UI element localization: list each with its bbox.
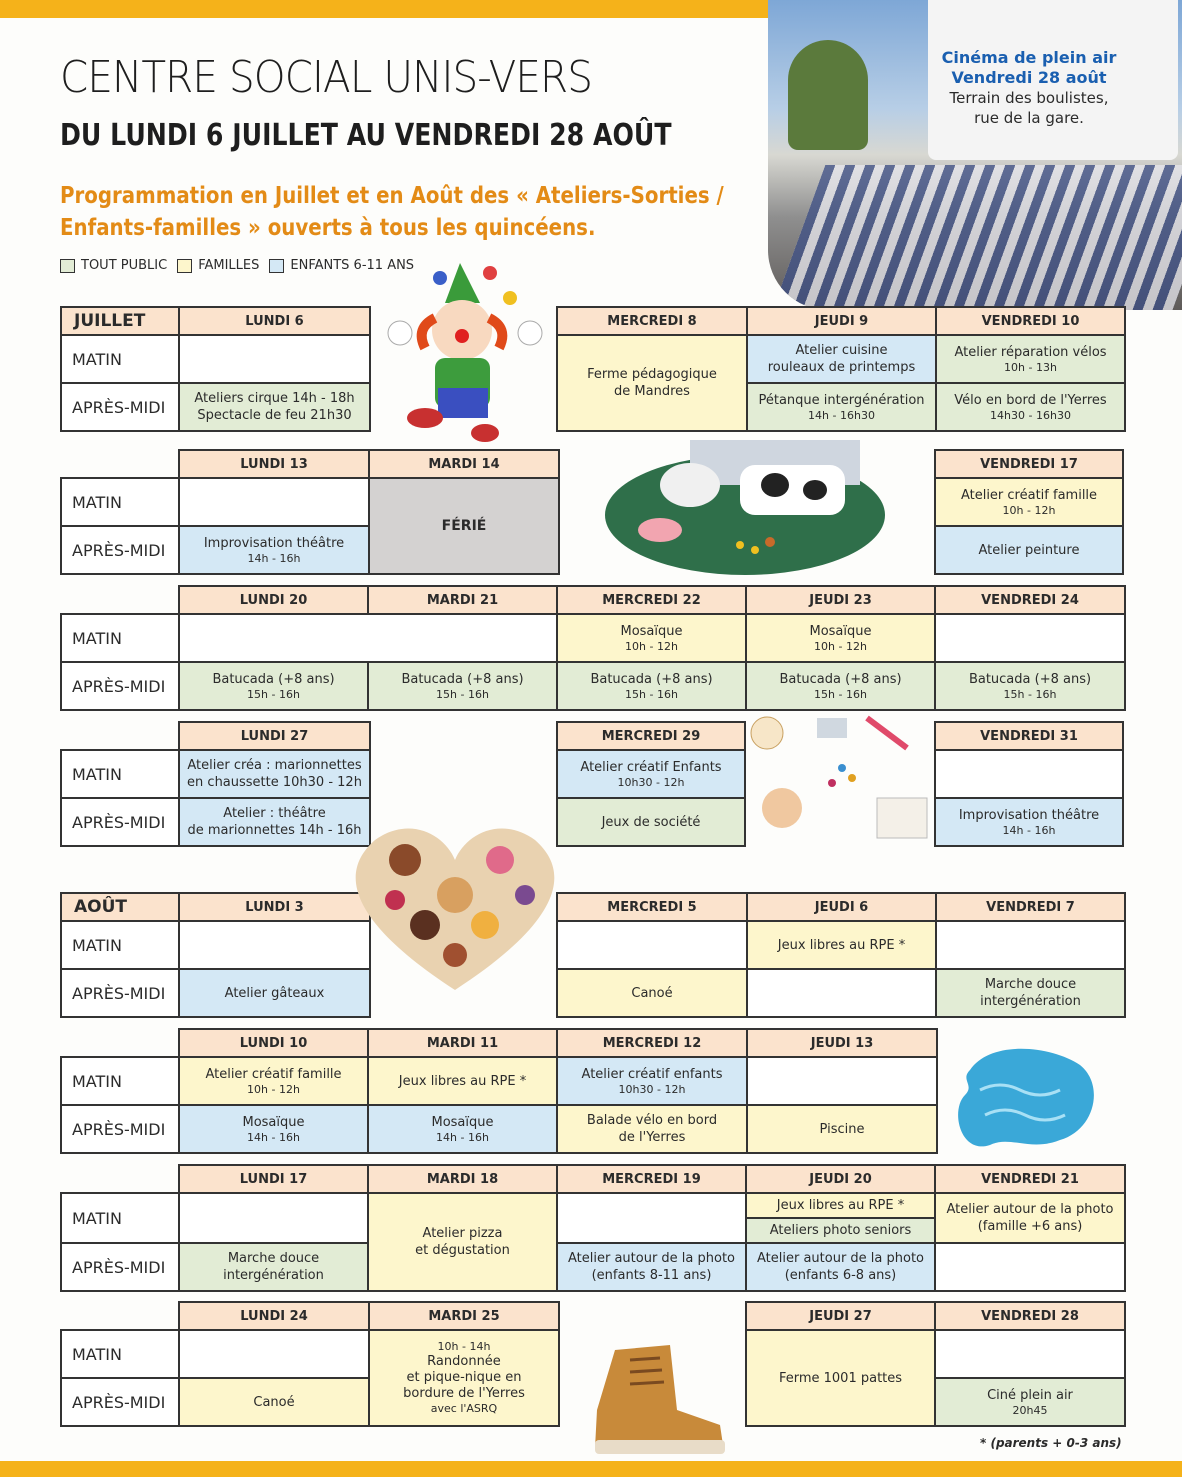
day-header: JEUDI 23 xyxy=(746,586,935,614)
page-title: CENTRE SOCIAL UNIS-VERS xyxy=(60,52,593,103)
aout-week2 xyxy=(60,1028,938,1154)
schedule-cell xyxy=(61,1165,179,1193)
schedule-cell: Jeux de société xyxy=(557,798,745,846)
month-label: AOÛT xyxy=(61,893,179,921)
day-header: JEUDI 6 xyxy=(747,893,936,921)
schedule-cell xyxy=(61,450,179,478)
juillet-week1-left xyxy=(60,306,371,432)
schedule-cell: Mosaïque 14h - 16h xyxy=(179,1105,368,1153)
schedule-cell: Atelier pizza et dégustation xyxy=(368,1193,557,1291)
aout-week1-left xyxy=(60,892,371,1018)
schedule-cell xyxy=(935,1330,1125,1378)
schedule-cell: Canoé xyxy=(557,969,747,1017)
juillet-week4-mid xyxy=(556,721,746,847)
day-header: MERCREDI 12 xyxy=(557,1029,747,1057)
schedule-cell xyxy=(179,1193,368,1243)
farm-illustration xyxy=(600,430,885,580)
row-label: MATIN xyxy=(61,335,179,383)
day-header: VENDREDI 17 xyxy=(935,450,1123,478)
schedule-cell: Vélo en bord de l'Yerres 14h30 - 16h30 xyxy=(936,383,1125,431)
day-header: MARDI 18 xyxy=(368,1165,557,1193)
day-header: VENDREDI 10 xyxy=(936,307,1125,335)
cell-ferie: FÉRIÉ xyxy=(369,478,559,574)
schedule-cell: Marche douce intergénération xyxy=(179,1243,368,1291)
legend-tout-public: TOUT PUBLIC xyxy=(60,258,167,273)
cinema-photo xyxy=(768,0,1182,310)
date-range: DU LUNDI 6 JUILLET AU VENDREDI 28 AOÛT xyxy=(60,118,672,153)
month-label: JUILLET xyxy=(61,307,179,335)
row-label: APRÈS-MIDI xyxy=(61,969,179,1017)
day-header: LUNDI 3 xyxy=(179,893,370,921)
juillet-week4-left xyxy=(60,721,371,847)
day-header: MERCREDI 19 xyxy=(557,1165,746,1193)
pool-illustration xyxy=(950,1040,1100,1155)
juillet-week1-right xyxy=(556,306,1126,432)
schedule-cell: Marche douce intergénération xyxy=(936,969,1125,1017)
row-label: MATIN xyxy=(61,921,179,969)
day-header: MARDI 11 xyxy=(368,1029,557,1057)
schedule-cell: Atelier autour de la photo (enfants 6-8 ans) xyxy=(746,1243,935,1291)
row-label: MATIN xyxy=(61,1330,179,1378)
schedule-cell: Batucada (+8 ans) 15h - 16h xyxy=(557,662,746,710)
schedule-cell: Pétanque intergénération 14h - 16h30 xyxy=(747,383,936,431)
aout-week1-right xyxy=(556,892,1126,1018)
schedule-cell xyxy=(179,614,557,662)
schedule-cell: Atelier créa : marionnettes en chaussette 10h30 - 12h xyxy=(179,750,370,798)
schedule-cell: Atelier réparation vélos 10h - 13h xyxy=(936,335,1125,383)
schedule-cell: Batucada (+8 ans) 15h - 16h xyxy=(368,662,557,710)
day-header: MARDI 25 xyxy=(369,1302,559,1330)
row-label: MATIN xyxy=(61,1057,179,1105)
schedule-cell xyxy=(179,335,370,383)
day-header: JEUDI 13 xyxy=(747,1029,937,1057)
schedule-cell: Atelier autour de la photo (famille +6 ans) xyxy=(935,1193,1125,1243)
schedule-cell: Mosaïque 10h - 12h xyxy=(557,614,746,662)
row-label: APRÈS-MIDI xyxy=(61,1243,179,1291)
legend xyxy=(60,258,414,273)
schedule-cell xyxy=(747,1057,937,1105)
schedule-cell: Atelier créatif famille 10h - 12h xyxy=(179,1057,368,1105)
schedule-cell: Balade vélo en bord de l'Yerres xyxy=(557,1105,747,1153)
row-label: MATIN xyxy=(61,614,179,662)
schedule-cell: 10h - 14h Randonnée et pique-nique en bordure de l'Yerres avec l'ASRQ xyxy=(369,1330,559,1426)
day-header: MERCREDI 8 xyxy=(557,307,747,335)
schedule-cell: Atelier peinture xyxy=(935,526,1123,574)
boot-illustration xyxy=(585,1340,730,1460)
schedule-cell xyxy=(61,1302,179,1330)
schedule-cell: Canoé xyxy=(179,1378,369,1426)
day-header: VENDREDI 21 xyxy=(935,1165,1125,1193)
row-label: APRÈS-MIDI xyxy=(61,1378,179,1426)
schedule-cell xyxy=(747,969,936,1017)
schedule-cell: Atelier créatif enfants 10h30 - 12h xyxy=(557,1057,747,1105)
schedule-cell: Improvisation théâtre 14h - 16h xyxy=(179,526,369,574)
aout-week3 xyxy=(60,1164,1126,1292)
row-label: APRÈS-MIDI xyxy=(61,383,179,431)
day-header: MERCREDI 5 xyxy=(557,893,747,921)
day-header: LUNDI 27 xyxy=(179,722,370,750)
schedule-cell xyxy=(179,478,369,526)
footnote: * (parents + 0-3 ans) xyxy=(980,1436,1122,1450)
juillet-week4-right xyxy=(934,721,1124,847)
schedule-cell: Jeux libres au RPE * xyxy=(747,921,936,969)
day-header: MARDI 14 xyxy=(369,450,559,478)
schedule-cell: Atelier cuisine rouleaux de printemps xyxy=(747,335,936,383)
day-header: MERCREDI 29 xyxy=(557,722,745,750)
cakes-heart-illustration xyxy=(335,815,575,995)
day-header: VENDREDI 28 xyxy=(935,1302,1125,1330)
legend-familles: FAMILLES xyxy=(177,258,259,273)
row-label: APRÈS-MIDI xyxy=(61,1105,179,1153)
row-label: MATIN xyxy=(61,1193,179,1243)
day-header: JEUDI 9 xyxy=(747,307,936,335)
day-header: LUNDI 10 xyxy=(179,1029,368,1057)
day-header: MERCREDI 22 xyxy=(557,586,746,614)
day-header: VENDREDI 7 xyxy=(936,893,1125,921)
day-header: LUNDI 13 xyxy=(179,450,369,478)
schedule-cell xyxy=(179,1330,369,1378)
schedule-cell: Atelier : théâtre de marionnettes 14h - 16h xyxy=(179,798,370,846)
schedule-cell: Mosaïque 10h - 12h xyxy=(746,614,935,662)
schedule-cell: Batucada (+8 ans) 15h - 16h xyxy=(935,662,1125,710)
schedule-cell: Ciné plein air 20h45 xyxy=(935,1378,1125,1426)
juillet-week3 xyxy=(60,585,1126,711)
juillet-week2-right xyxy=(934,449,1124,575)
legend-enfants: ENFANTS 6-11 ANS xyxy=(269,258,414,273)
day-header: JEUDI 20 xyxy=(746,1165,935,1193)
schedule-cell: Atelier créatif famille 10h - 12h xyxy=(935,478,1123,526)
schedule-cell: Batucada (+8 ans) 15h - 16h xyxy=(179,662,368,710)
schedule-cell xyxy=(61,586,179,614)
day-header: MARDI 21 xyxy=(368,586,557,614)
row-label: MATIN xyxy=(61,478,179,526)
day-header: VENDREDI 31 xyxy=(935,722,1123,750)
juillet-week2-left xyxy=(60,449,560,575)
schedule-cell: Improvisation théâtre 14h - 16h xyxy=(935,798,1123,846)
schedule-cell: Ferme 1001 pattes xyxy=(746,1330,935,1426)
schedule-cell: Batucada (+8 ans) 15h - 16h xyxy=(746,662,935,710)
cinema-caption: Cinéma de plein air Vendredi 28 août Terrain des boulistes, rue de la gare. xyxy=(941,48,1117,127)
schedule-cell: Piscine xyxy=(747,1105,937,1153)
schedule-cell: Atelier autour de la photo (enfants 8-11 ans) xyxy=(557,1243,746,1291)
schedule-cell: Mosaïque 14h - 16h xyxy=(368,1105,557,1153)
row-label: APRÈS-MIDI xyxy=(61,526,179,574)
clown-illustration xyxy=(380,258,550,448)
day-header: VENDREDI 24 xyxy=(935,586,1125,614)
row-label: MATIN xyxy=(61,750,179,798)
schedule-cell: Jeux libres au RPE * Ateliers photo seniors xyxy=(746,1193,935,1243)
schedule-cell xyxy=(935,1243,1125,1291)
row-label: APRÈS-MIDI xyxy=(61,798,179,846)
schedule-cell: Atelier créatif Enfants 10h30 - 12h xyxy=(557,750,745,798)
day-header: LUNDI 20 xyxy=(179,586,368,614)
bottom-bar xyxy=(0,1461,1182,1477)
schedule-cell xyxy=(61,722,179,750)
craft-illustration xyxy=(747,708,937,852)
schedule-cell xyxy=(557,1193,746,1243)
day-header: JEUDI 27 xyxy=(746,1302,935,1330)
day-header: LUNDI 17 xyxy=(179,1165,368,1193)
schedule-cell xyxy=(936,921,1125,969)
schedule-cell xyxy=(935,614,1125,662)
program-description: Programmation en Juillet et en Août des « Ateliers-Sorties / Enfants-familles » ouverts à tous les quincéens. xyxy=(60,183,724,241)
cell-ferme: Ferme pédagogique de Mandres xyxy=(557,335,747,431)
schedule-cell xyxy=(935,750,1123,798)
aout-week4-left xyxy=(60,1301,560,1427)
aout-week4-right xyxy=(745,1301,1126,1427)
schedule-cell xyxy=(557,921,747,969)
day-header: LUNDI 24 xyxy=(179,1302,369,1330)
row-label: APRÈS-MIDI xyxy=(61,662,179,710)
day-header: LUNDI 6 xyxy=(179,307,370,335)
cell-cirque: Ateliers cirque 14h - 18h Spectacle de feu 21h30 xyxy=(179,383,370,431)
schedule-cell: Atelier gâteaux xyxy=(179,969,370,1017)
schedule-cell: Jeux libres au RPE * xyxy=(368,1057,557,1105)
schedule-cell xyxy=(61,1029,179,1057)
